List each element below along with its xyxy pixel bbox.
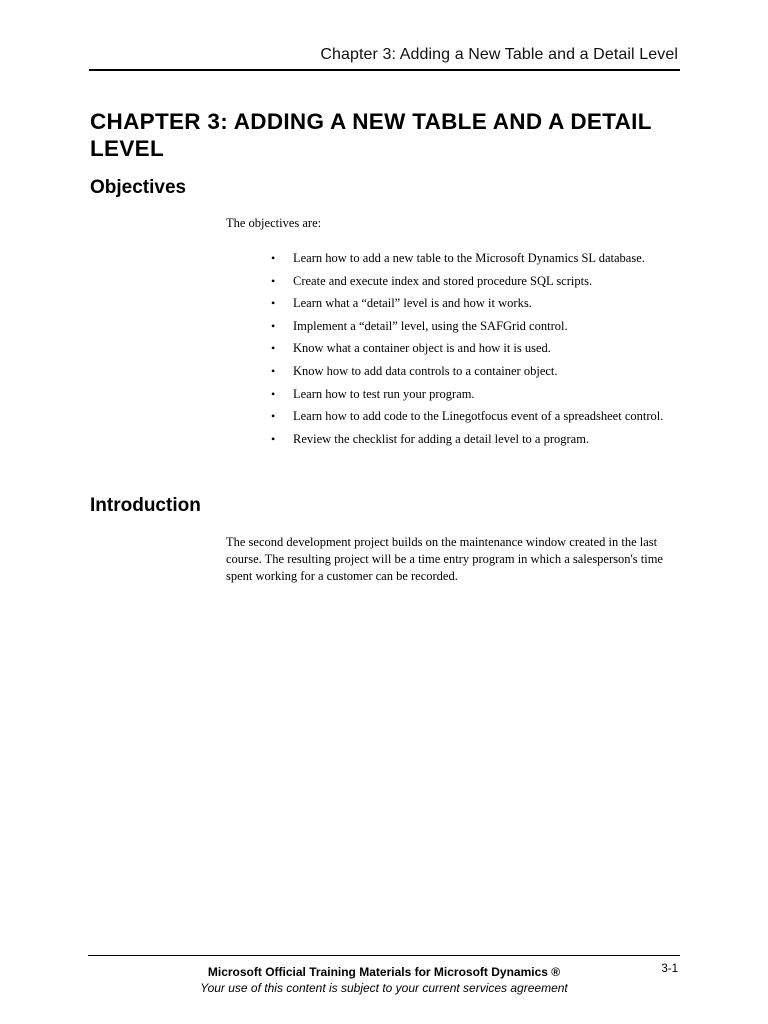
objective-item	[271, 340, 671, 356]
bullet-icon: •	[271, 363, 276, 378]
objectives-list	[271, 250, 671, 453]
objective-item	[271, 250, 671, 266]
footer-notice: Your use of this content is subject to your current services agreement	[200, 981, 568, 995]
footer-rule	[88, 955, 680, 956]
objective-text: Learn how to add code to the Linegotfocus event of a spreadsheet control.	[293, 409, 664, 424]
objective-item	[271, 431, 671, 447]
page-number: 3-1	[661, 963, 678, 975]
bullet-icon: •	[271, 273, 276, 288]
footer-copyright: Microsoft Official Training Materials for Microsoft Dynamics ®	[207, 965, 561, 979]
objective-text: Learn what a “detail” level is and how it works.	[293, 296, 532, 311]
chapter-title: CHAPTER 3: ADDING A NEW TABLE AND A DETAIL LEVEL	[90, 109, 652, 161]
introduction-paragraph: The second development project builds on the maintenance window created in the last course. The resulting project will be a time entry program in which a salesperson's time spent working for a customer can be recorded.	[226, 535, 663, 583]
objective-item	[271, 273, 671, 289]
objectives-intro: The objectives are:	[226, 216, 322, 230]
objective-text: Learn how to add a new table to the Microsoft Dynamics SL database.	[293, 251, 645, 265]
running-header: Chapter 3: Adding a New Table and a Detail Level	[320, 46, 678, 63]
bullet-icon: •	[271, 251, 276, 265]
objective-text: Review the checklist for adding a detail level to a program.	[293, 431, 590, 446]
objective-item	[271, 318, 671, 334]
objective-text: Know how to add data controls to a container object.	[293, 363, 558, 378]
objective-item	[271, 363, 671, 379]
bullet-icon: •	[271, 341, 276, 356]
introduction-heading: Introduction	[90, 495, 201, 516]
objective-item	[271, 386, 671, 402]
objectives-heading: Objectives	[90, 177, 187, 198]
bullet-icon: •	[271, 386, 276, 401]
objective-item	[271, 408, 671, 424]
objective-text: Create and execute index and stored procedure SQL scripts.	[293, 273, 593, 288]
objective-item	[271, 295, 671, 311]
bullet-icon: •	[271, 431, 276, 446]
header-rule	[89, 69, 680, 71]
bullet-icon: •	[271, 296, 276, 311]
bullet-icon: •	[271, 318, 276, 333]
objective-text: Know what a container object is and how it is used.	[293, 341, 551, 356]
bullet-icon: •	[271, 409, 276, 424]
objective-text: Learn how to test run your program.	[293, 386, 475, 401]
objective-text: Implement a “detail” level, using the SAFGrid control.	[293, 318, 568, 333]
